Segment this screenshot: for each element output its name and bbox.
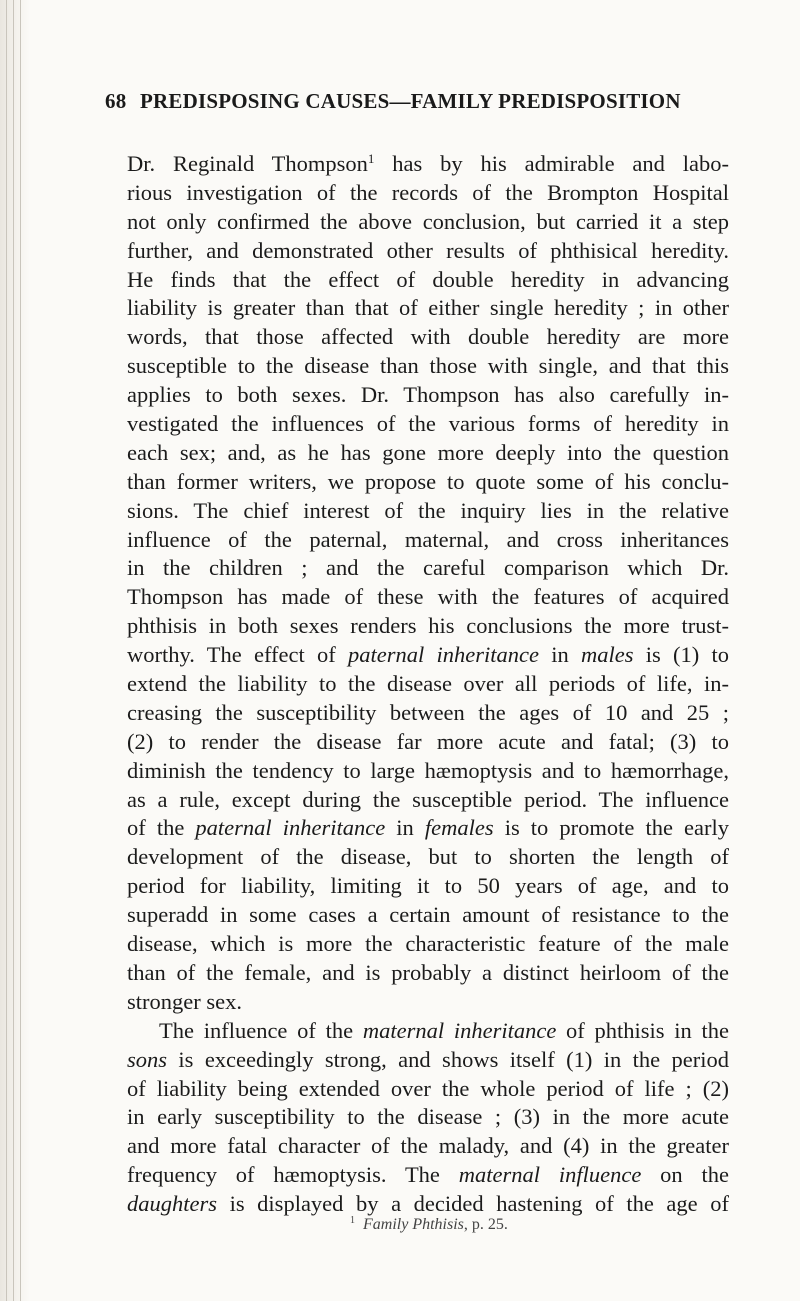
text-line (127, 641, 729, 670)
text-segment: further, and demonstrated other results of phthisical heredity. (127, 237, 729, 263)
footnote-title: Family Phthisis (363, 1216, 464, 1233)
text-line (127, 814, 729, 843)
text-segment: sions. The chief interest of the inquiry lies in the relative (127, 497, 729, 523)
text-segment: and more fatal character of the malady, and (4) in the greater (127, 1133, 729, 1159)
text-segment: as a rule, except during the susceptible period. The influence (127, 786, 729, 812)
text-segment: Dr. Reginald Thompson (127, 151, 368, 176)
text-segment: in (385, 815, 425, 841)
footnote-reference: 1 (367, 151, 375, 166)
text-line (127, 352, 729, 381)
text-segment: is (1) to (633, 642, 729, 668)
italic-text: paternal inheritance (348, 642, 539, 668)
text-line (127, 237, 729, 266)
text-segment: is to promote the early (493, 815, 729, 841)
text-line (127, 381, 729, 410)
text-line (127, 468, 729, 497)
text-segment: is exceedingly strong, and shows itself (1) in the period (167, 1046, 729, 1072)
text-line (127, 670, 729, 699)
running-title: PREDISPOSING CAUSES—FAMILY PREDISPOSITION (140, 89, 681, 113)
text-segment: of phthisis in the (556, 1017, 729, 1043)
text-segment: susceptible to the disease than those with single, and that this (127, 353, 729, 379)
text-segment: The influence of the (159, 1017, 363, 1043)
text-segment: of the (127, 815, 196, 841)
text-line (127, 439, 729, 468)
text-segment: applies to both sexes. Dr. Thompson has also carefully in- (127, 382, 729, 408)
text-segment: Thompson has made of these with the features of acquired (127, 584, 729, 610)
text-segment: vestigated the influences of the various forms of heredity in (127, 411, 729, 437)
italic-text: maternal inheritance (362, 1017, 557, 1043)
italic-text: sons (127, 1046, 168, 1072)
text-segment: rious investigation of the records of the Brompton Hospital (127, 179, 729, 205)
gutter-line (6, 0, 7, 1301)
text-line (127, 554, 729, 583)
gutter-line (13, 0, 14, 1301)
text-line (127, 179, 729, 208)
text-segment: each sex; and, as he has gone more deeply into the question (127, 439, 729, 465)
text-segment: of liability being extended over the whole period of life ; (2) (127, 1075, 729, 1101)
text-segment: than former writers, we propose to quote some of his conclu- (127, 468, 729, 494)
text-line (127, 612, 729, 641)
text-line (127, 843, 729, 872)
text-line (127, 266, 729, 295)
text-line (127, 208, 729, 237)
text-line (127, 901, 729, 930)
text-line (127, 410, 729, 439)
text-line (127, 1161, 729, 1190)
text-line (127, 930, 729, 959)
text-segment: in early susceptibility to the disease ; (3) in the more acute (127, 1104, 729, 1130)
gutter-line (20, 0, 21, 1301)
text-segment: in (538, 642, 581, 668)
text-segment: diminish the tendency to large hæmoptysis and to hæmorrhage, (127, 757, 729, 783)
text-segment: on the (641, 1162, 729, 1188)
text-segment: is displayed by a decided hastening of the age of (217, 1191, 729, 1217)
italic-text: paternal inheritance (195, 815, 386, 841)
text-line (127, 1132, 729, 1161)
text-segment: extend the liability to the disease over all periods of life, in- (127, 671, 729, 697)
text-segment: not only confirmed the above conclusion, but carried it a step (127, 208, 729, 234)
text-segment: than of the female, and is probably a distinct heirloom of the (127, 959, 729, 985)
text-segment: phthisis in both sexes renders his conclusions the more trust- (127, 613, 729, 639)
text-line (127, 497, 729, 526)
text-line (127, 583, 729, 612)
text-segment: creasing the susceptibility between the ages of 10 and 25 ; (127, 699, 729, 725)
text-segment: period for liability, limiting it to 50 years of age, and to (127, 873, 729, 899)
italic-text: maternal influence (458, 1162, 642, 1188)
text-segment: in the children ; and the careful comparison which Dr. (127, 555, 729, 581)
text-segment: influence of the paternal, maternal, and cross inheritances (127, 526, 729, 552)
text-segment: (2) to render the disease far more acute and fatal; (3) to (127, 728, 729, 754)
text-line (127, 1103, 729, 1132)
text-line (127, 1017, 729, 1046)
text-line (127, 786, 729, 815)
running-head (80, 89, 720, 119)
text-segment: frequency of hæmoptysis. The (127, 1162, 459, 1188)
italic-text: daughters (127, 1191, 217, 1217)
text-segment: stronger sex. (127, 988, 242, 1014)
text-line (127, 150, 729, 179)
text-segment: superadd in some cases a certain amount of resistance to the (127, 902, 729, 928)
text-line (127, 959, 729, 988)
footnote-page: , p. 25. (463, 1216, 508, 1233)
text-line (127, 1046, 729, 1075)
body-text (127, 150, 729, 1219)
text-segment: has by his admirable and labo- (374, 151, 729, 176)
text-line (127, 323, 729, 352)
text-line (127, 872, 729, 901)
text-line (127, 988, 729, 1017)
text-line (127, 699, 729, 728)
footnote-mark: 1 (350, 1215, 355, 1226)
text-segment: He finds that the effect of double heredity in advancing (127, 266, 729, 292)
text-line (127, 526, 729, 555)
text-segment: words, that those affected with double heredity are more (127, 324, 729, 350)
text-segment: disease, which is more the characteristic feature of the male (127, 931, 729, 957)
footnote (350, 1215, 508, 1234)
italic-text: males (581, 642, 634, 668)
text-line (127, 1075, 729, 1104)
text-segment: worthy. The effect of (127, 642, 349, 668)
text-line (127, 757, 729, 786)
text-segment: liability is greater than that of either single heredity ; in other (127, 295, 729, 321)
text-line (127, 728, 729, 757)
italic-text: females (424, 815, 494, 841)
page-number: 68 (105, 89, 127, 113)
page-gutter-shadow (0, 0, 30, 1301)
text-segment: development of the disease, but to shorten the length of (127, 844, 729, 870)
text-line (127, 294, 729, 323)
